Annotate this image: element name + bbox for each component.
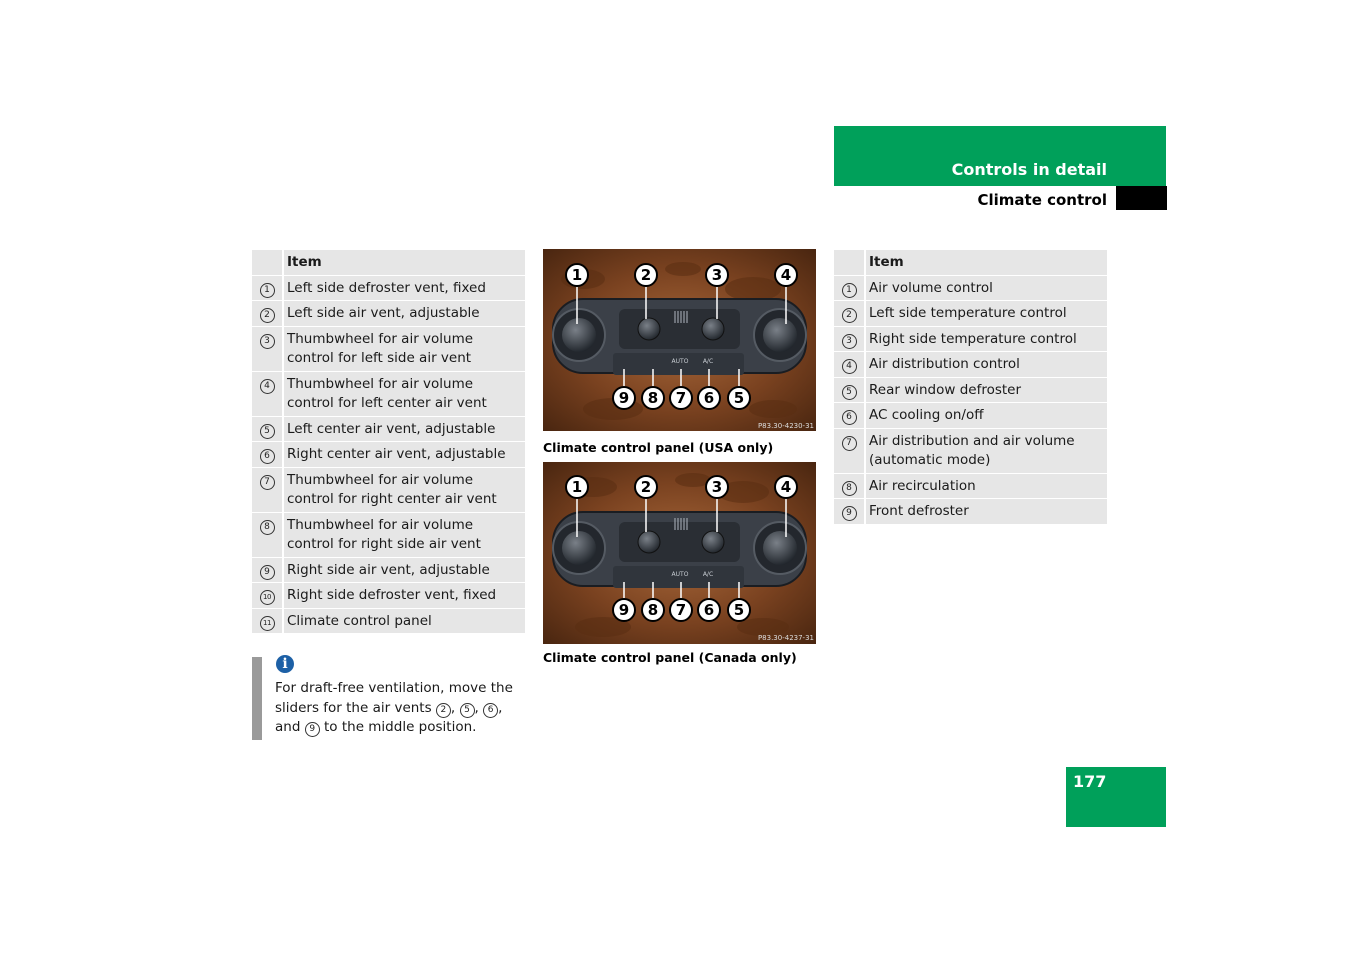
item-number: 9 [842,506,857,521]
climate-panel-illustration [543,249,816,431]
svg-text:8: 8 [647,389,659,407]
ac-button-label: A/C [702,571,714,578]
item-text: Rear window defroster [866,378,1107,404]
svg-text:6: 6 [703,601,715,619]
table-row [252,609,525,635]
callout-top-1 [566,264,588,286]
table-row [834,301,1107,327]
photo-code: P83.30-4230-31 [757,422,814,430]
svg-text:3: 3 [711,478,723,496]
photo-code: P83.30-4237-31 [757,634,814,642]
svg-text:9: 9 [618,389,630,407]
table-row [252,301,525,327]
svg-text:1: 1 [571,478,583,496]
table-row [834,352,1107,378]
item-number: 10 [260,590,275,605]
callout-top-2 [635,264,657,286]
callout-top-4 [775,264,797,286]
item-number: 5 [260,424,275,439]
table-row [834,276,1107,302]
item-text: Air volume control [866,276,1107,302]
item-text: Right side defroster vent, fixed [284,583,525,609]
item-text: Climate control panel [284,609,525,635]
right-item-table [834,250,1107,525]
svg-text:7: 7 [675,389,687,407]
callout-top-2 [635,476,657,498]
svg-text:5: 5 [733,601,745,619]
ref-number: 5 [460,703,475,718]
svg-text:5: 5 [733,389,745,407]
info-icon: i [276,655,294,673]
ref-number: 2 [436,703,451,718]
item-number: 4 [260,379,275,394]
callout-bottom-5 [728,387,750,409]
callout-top-1 [566,476,588,498]
svg-text:7: 7 [675,601,687,619]
item-text: Thumbwheel for air volume control for right center air vent [284,468,525,513]
left-item-table [252,250,525,634]
item-text: Thumbwheel for air volume control for left side air vent [284,327,525,372]
item-number: 6 [260,449,275,464]
item-number: 1 [842,283,857,298]
note-text: For draft-free ventilation, move the sliders for the air vents 2 , 5 , 6 , and 9 to the middle position. [275,680,513,735]
caption-usa: Climate control panel (USA only) [543,440,774,455]
item-number: 3 [260,334,275,349]
table-row [252,468,525,513]
section-subtitle: Climate control [977,191,1107,209]
item-text: Right side air vent, adjustable [284,558,525,584]
callout-top-4 [775,476,797,498]
table-row [834,499,1107,525]
auto-button-label: AUTO [671,571,689,578]
climate-panel-photo-canada [543,462,816,644]
climate-panel-illustration [543,462,816,644]
item-text: Right center air vent, adjustable [284,442,525,468]
table-row [834,403,1107,429]
ref-number: 9 [305,722,320,737]
table-row [834,429,1107,474]
callout-top-3 [706,264,728,286]
svg-text:4: 4 [780,266,792,284]
item-text: AC cooling on/off [866,403,1107,429]
table-row [252,372,525,417]
callout-bottom-9 [613,599,635,621]
callout-bottom-5 [728,599,750,621]
item-number: 6 [842,410,857,425]
table-row [252,583,525,609]
table-row [252,417,525,443]
table-header-item: Item [866,250,1107,276]
auto-button-label: AUTO [671,358,689,365]
item-number: 8 [842,481,857,496]
item-number: 7 [842,436,857,451]
table-row [252,513,525,558]
ref-number: 6 [483,703,498,718]
table-row [252,276,525,302]
callout-bottom-9 [613,387,635,409]
note-sidebar [252,657,262,740]
svg-text:8: 8 [647,601,659,619]
item-text: Air distribution control [866,352,1107,378]
table-header-item: Item [284,250,525,276]
callout-bottom-7 [670,599,692,621]
item-text: Left side defroster vent, fixed [284,276,525,302]
callout-bottom-8 [642,599,664,621]
table-row [834,327,1107,353]
page-number: 177 [1073,772,1107,791]
item-text: Air distribution and air volume (automatic mode) [866,429,1107,474]
item-text: Thumbwheel for air volume control for right side air vent [284,513,525,558]
svg-text:6: 6 [703,389,715,407]
item-number: 8 [260,520,275,535]
item-text: Front defroster [866,499,1107,525]
callout-bottom-8 [642,387,664,409]
ac-button-label: A/C [702,358,714,365]
table-row [834,474,1107,500]
item-text: Right side temperature control [866,327,1107,353]
callout-top-3 [706,476,728,498]
svg-text:2: 2 [640,478,652,496]
item-text: Air recirculation [866,474,1107,500]
item-number: 1 [260,283,275,298]
callout-bottom-7 [670,387,692,409]
table-header-row [252,250,525,276]
section-title: Controls in detail [951,160,1107,179]
item-number: 5 [842,385,857,400]
item-text: Left side air vent, adjustable [284,301,525,327]
svg-text:1: 1 [571,266,583,284]
climate-panel-photo-usa [543,249,816,431]
item-text: Thumbwheel for air volume control for left center air vent [284,372,525,417]
item-number: 3 [842,334,857,349]
table-header-row [834,250,1107,276]
table-row [252,558,525,584]
item-text: Left center air vent, adjustable [284,417,525,443]
item-number: 4 [842,359,857,374]
table-row [252,327,525,372]
svg-text:2: 2 [640,266,652,284]
item-number: 2 [260,308,275,323]
item-text: Left side temperature control [866,301,1107,327]
callout-bottom-6 [698,599,720,621]
svg-text:3: 3 [711,266,723,284]
item-number: 11 [260,616,275,631]
svg-text:9: 9 [618,601,630,619]
item-number: 2 [842,308,857,323]
caption-canada: Climate control panel (Canada only) [543,650,797,665]
svg-text:4: 4 [780,478,792,496]
header-black-tab [1116,186,1167,210]
item-number: 9 [260,565,275,580]
callout-bottom-6 [698,387,720,409]
item-number: 7 [260,475,275,490]
table-row [834,378,1107,404]
table-row [252,442,525,468]
